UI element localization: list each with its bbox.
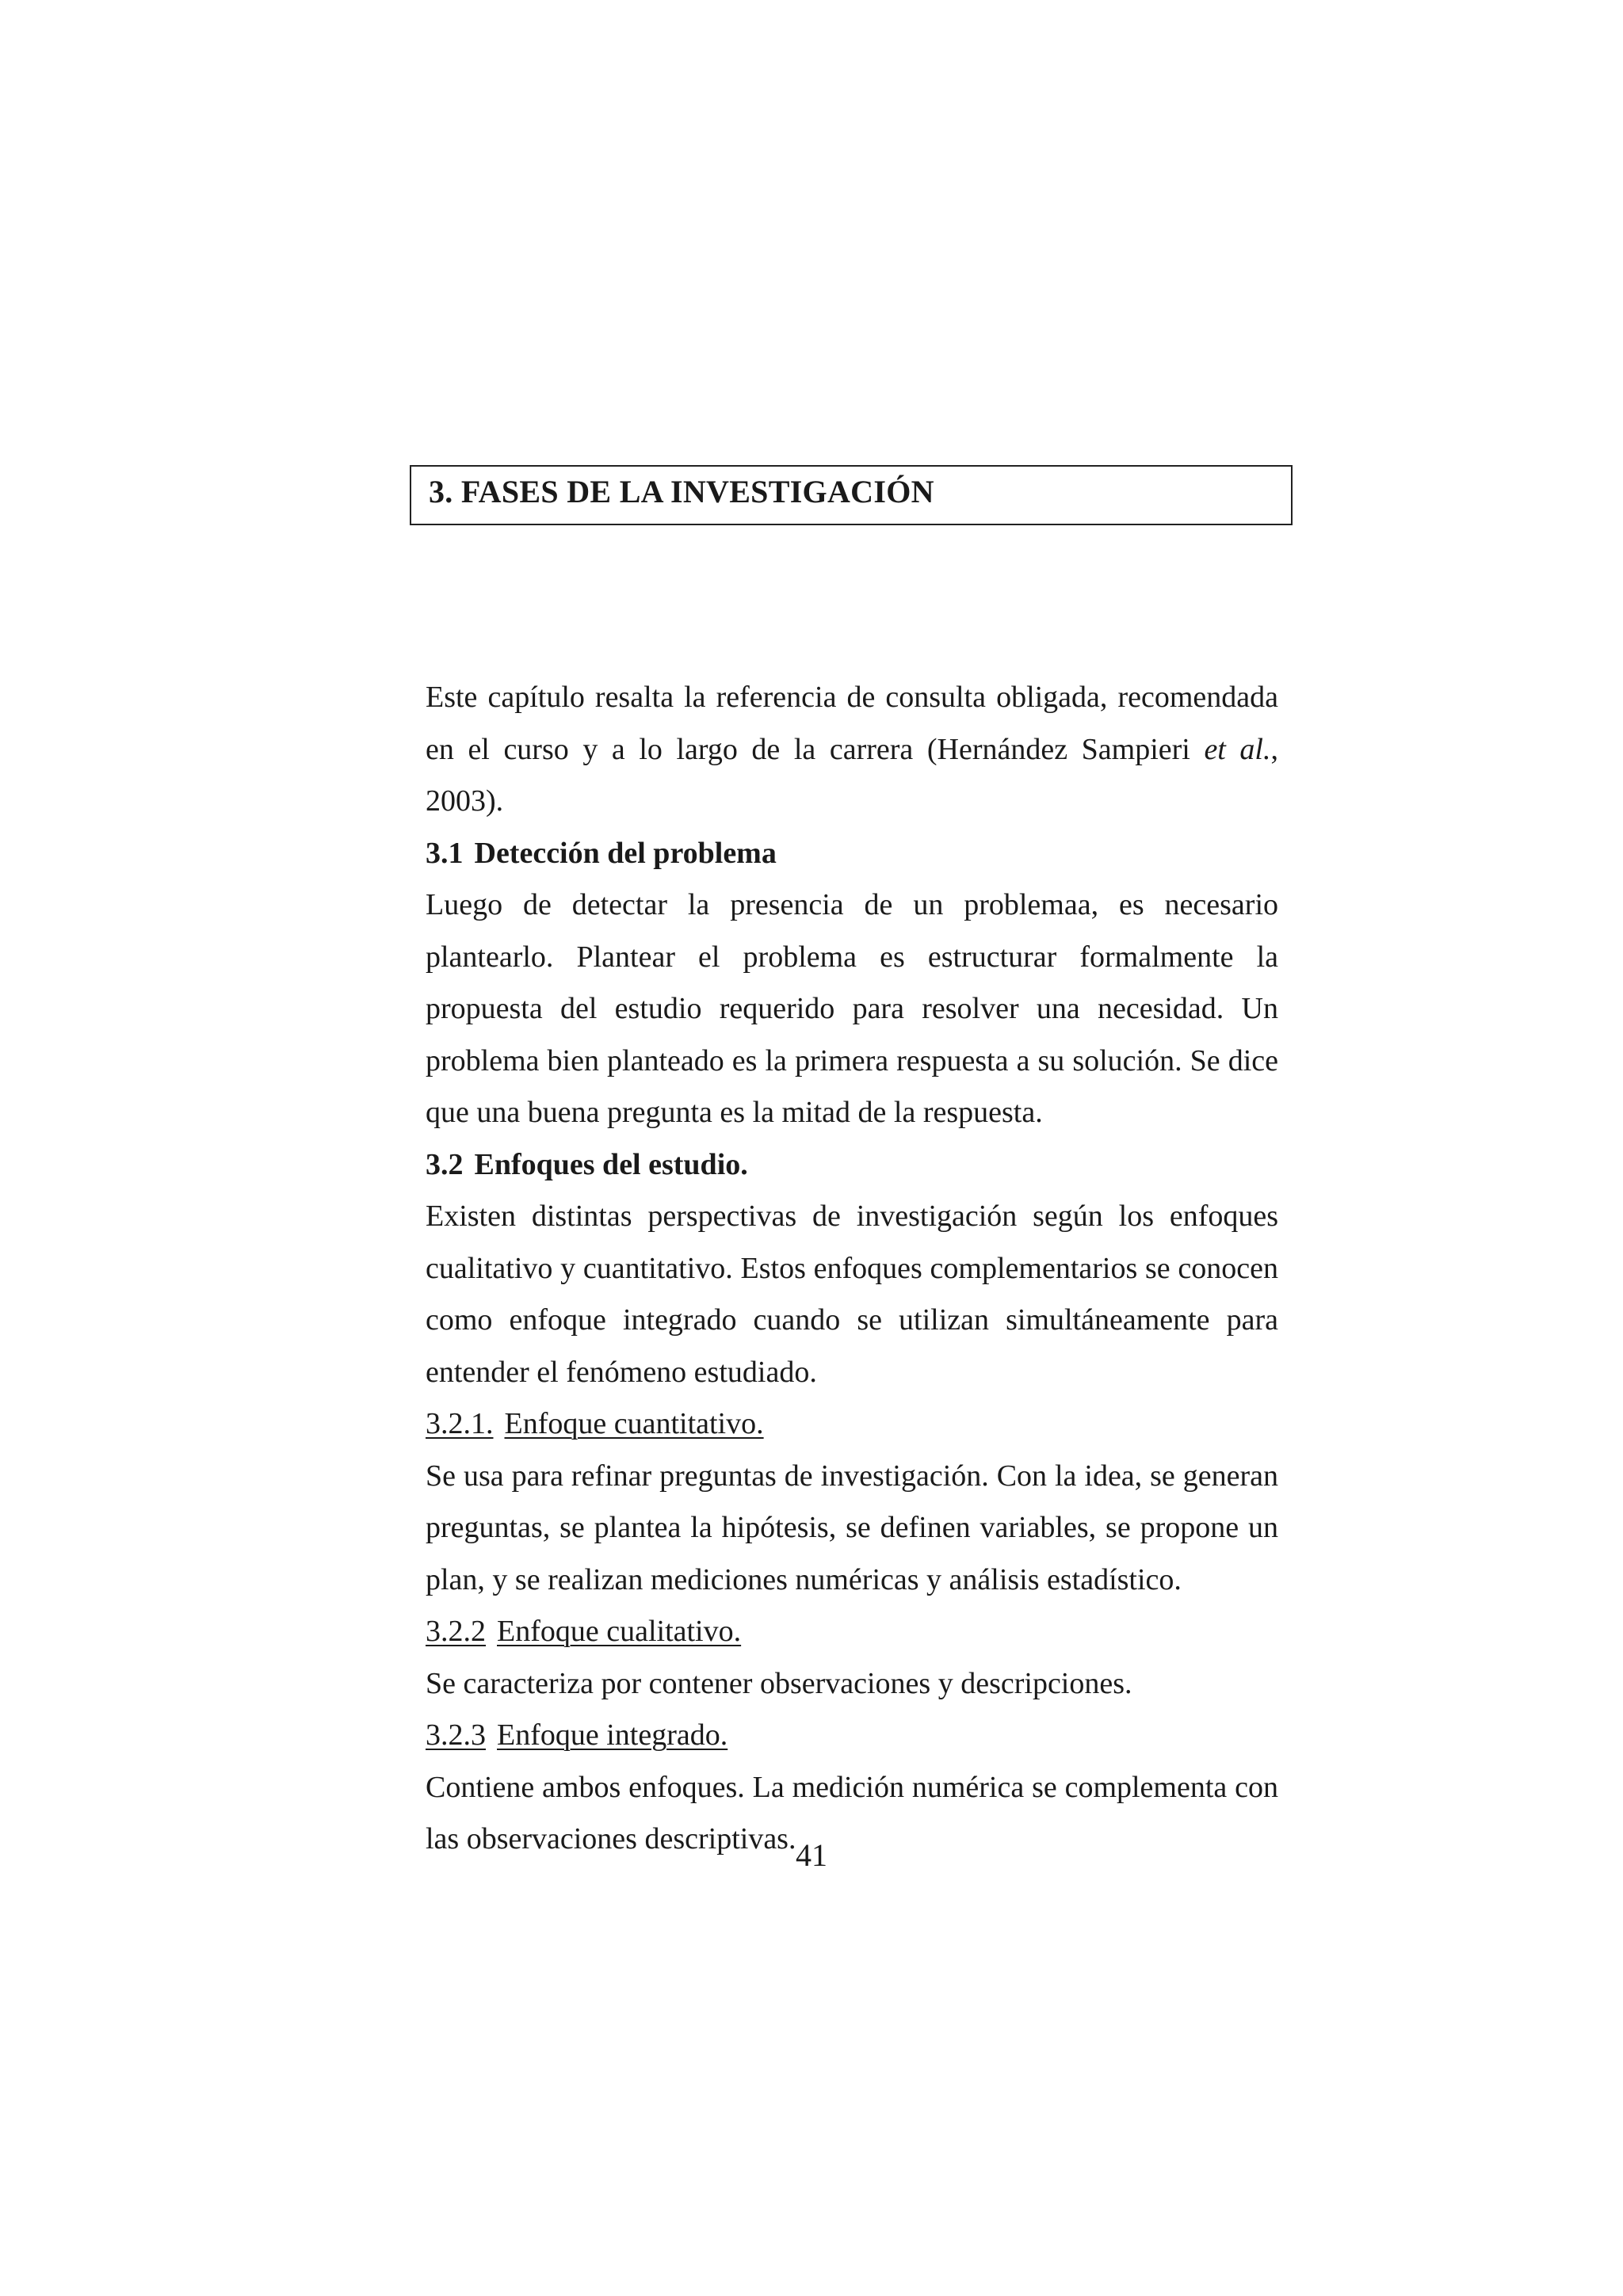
subsection-number: 3.2.1. (426, 1407, 494, 1440)
section-heading-3-2 (426, 1139, 1278, 1192)
intro-paragraph (426, 672, 1278, 828)
section-title: Detección del problema (474, 836, 777, 870)
section-number: 3.2 (426, 1147, 464, 1181)
subsection-heading-3-2-1 (426, 1398, 1278, 1451)
subsection-number: 3.2.2 (426, 1615, 486, 1648)
intro-text-end: , 2003). (426, 732, 1278, 818)
subsection-body-3-2-2: Se caracteriza por contener observaciones y descripciones. (426, 1666, 1132, 1700)
page-number: 41 (796, 1837, 827, 1873)
subsection-title: Enfoque integrado. (497, 1718, 728, 1752)
chapter-title-box (410, 465, 1293, 525)
section-number: 3.1 (426, 836, 464, 870)
chapter-title: 3. FASES DE LA INVESTIGACIÓN (429, 474, 934, 509)
intro-text: Este capítulo resalta la referencia de consulta obligada, recomendada en el curso y a lo largo de la carrera (Hernández Sampieri (426, 681, 1278, 766)
section-body-3-1: Luego de detectar la presencia de un problemaa, es necesario plantearlo. Plantear el problema es estructurar formalmente la propuesta del estudio requerido para resolver una necesidad. Un problema bien planteado es la primera respuesta a su solución. Se dice que una buena pregunta es la mitad de la respuesta. (426, 888, 1278, 1129)
section-body-3-2: Existen distintas perspectivas de investigación según los enfoques cualitativo y cuantitativo. Estos enfoques complementarios se conocen como enfoque integrado cuando se utilizan simultáneamente para entender el fenómeno estudiado. (426, 1199, 1278, 1389)
subsection-body-3-2-1: Se usa para refinar preguntas de investigación. Con la idea, se generan preguntas, se plantea la hipótesis, se definen variables, se propone un plan, y se realizan mediciones numéricas y análisis estadístico. (426, 1459, 1278, 1596)
subsection-heading-3-2-3 (426, 1710, 1278, 1762)
subsection-title: Enfoque cuantitativo. (504, 1407, 764, 1440)
section-heading-3-1 (426, 828, 1278, 880)
subsection-title: Enfoque cualitativo. (497, 1615, 742, 1648)
subsection-number: 3.2.3 (426, 1718, 486, 1752)
section-title: Enfoques del estudio. (474, 1147, 748, 1181)
subsection-heading-3-2-2 (426, 1606, 1278, 1658)
intro-citation-italic: et al. (1204, 732, 1271, 766)
page-body (426, 672, 1278, 1866)
subsection-body-3-2-3: Contiene ambos enfoques. La medición numérica se complementa con las observaciones descriptivas. (426, 1770, 1278, 1855)
